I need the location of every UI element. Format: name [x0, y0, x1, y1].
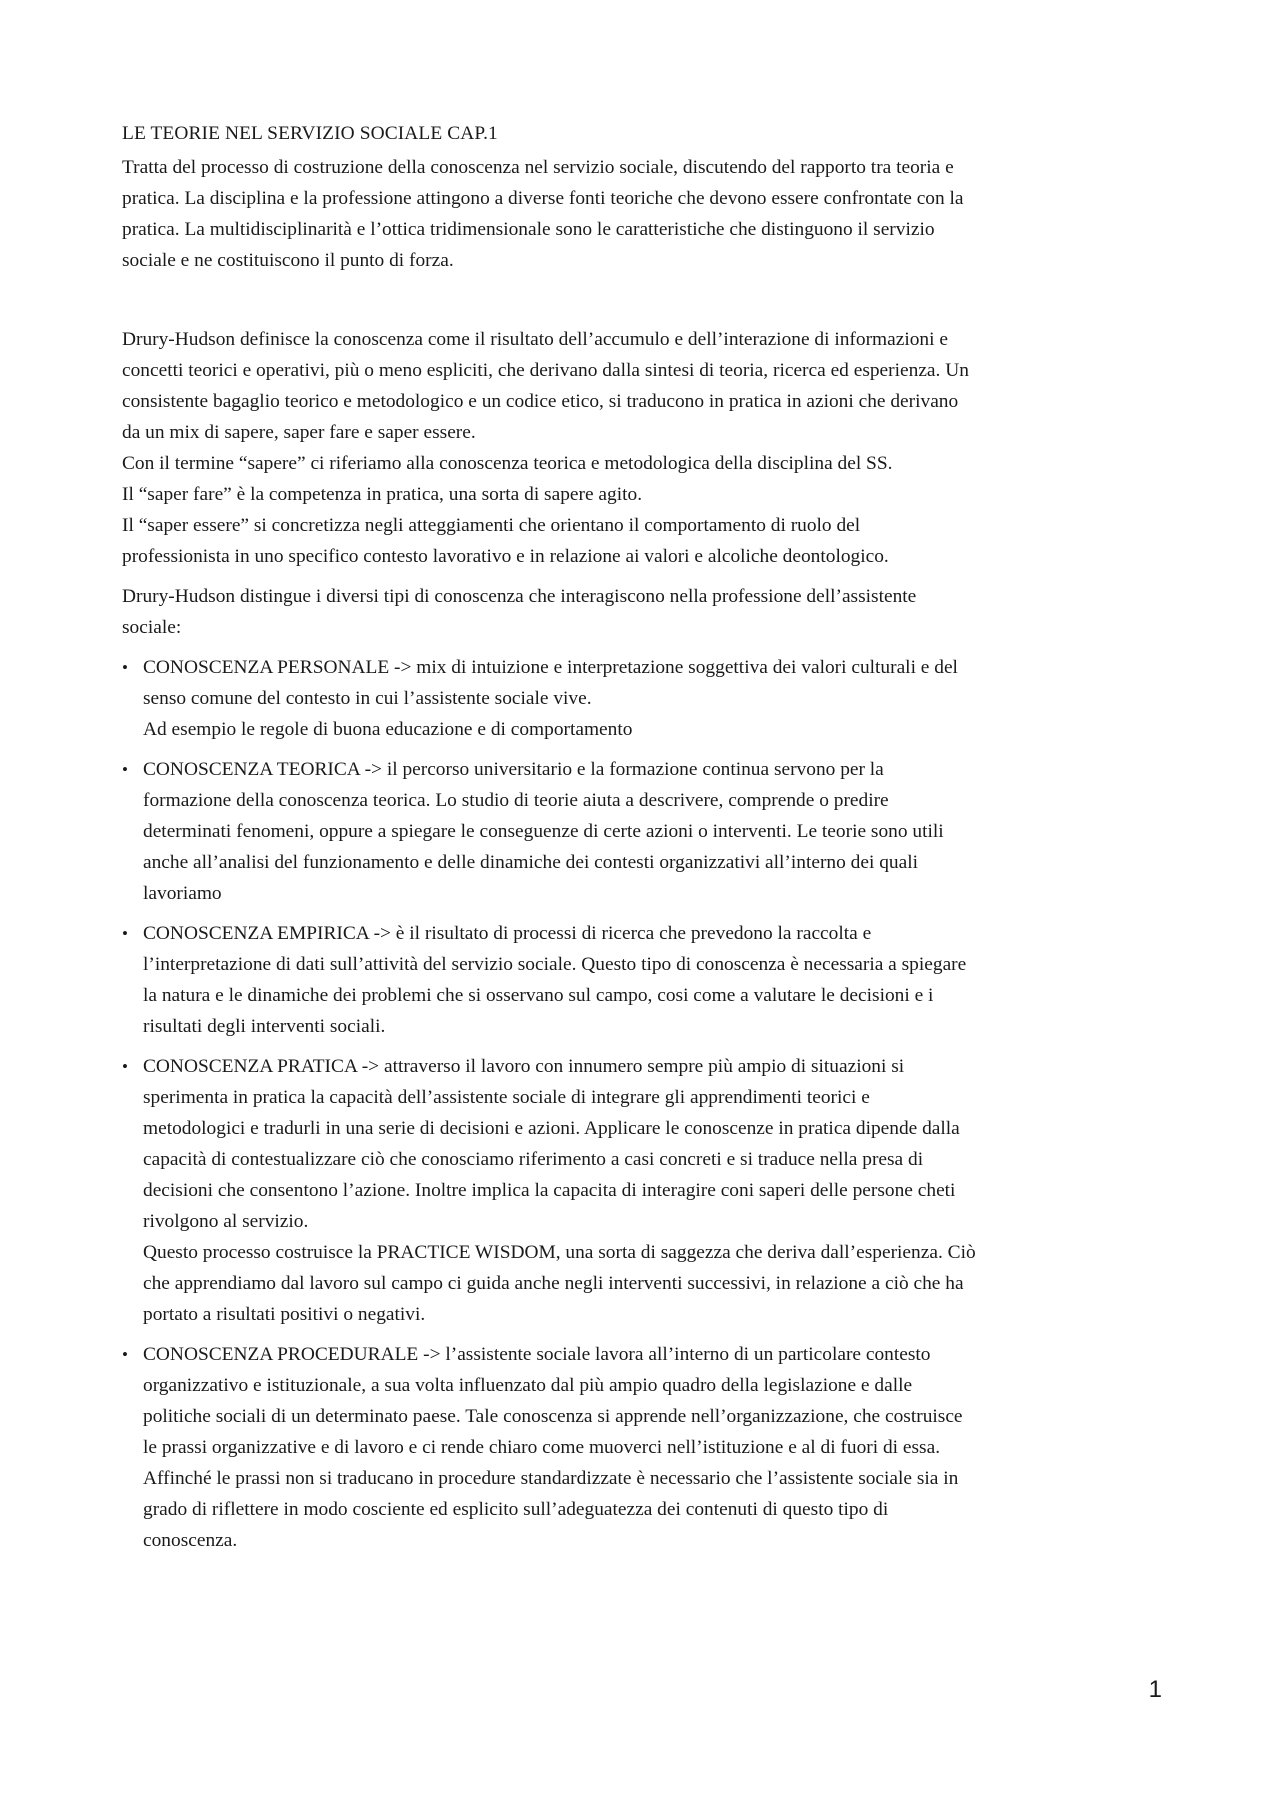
bullet-icon: •	[122, 1345, 128, 1364]
list-item-line: politiche sociali di un determinato paese. Tale conoscenza si apprende nell’organizzazione, che costruisce	[143, 1406, 963, 1427]
list-item-line: conoscenza.	[143, 1530, 238, 1551]
intro-line: pratica. La disciplina e la professione attingono a diverse fonti teoriche che devono essere confrontate con la	[122, 188, 964, 209]
list-item-line: l’interpretazione di dati sull’attività del servizio sociale. Questo tipo di conoscenza è necessaria a spiegare	[143, 954, 967, 975]
list-item-line: formazione della conoscenza teorica. Lo studio di teorie aiuta a descrivere, comprende o predire	[143, 790, 889, 811]
list-item-line: le prassi organizzative e di lavoro e ci rende chiaro come muoverci nell’istituzione e al di fuori di essa.	[143, 1437, 941, 1458]
list-item-line: senso comune del contesto in cui l’assistente sociale vive.	[143, 688, 592, 709]
list-item-body	[143, 754, 1172, 909]
definition-line: concetti teorici e operativi, più o meno espliciti, che derivano dalla sintesi di teoria, ricerca ed esperienza. Un	[122, 360, 969, 381]
bullet-icon: •	[122, 924, 128, 943]
list-item-line: la natura e le dinamiche dei problemi che si osservano sul campo, cosi come a valutare le decisioni e i	[143, 985, 934, 1006]
list-item-line: organizzativo e istituzionale, a sua volta influenzato dal più ampio quadro della legislazione e dalle	[143, 1375, 913, 1396]
list-item-line: CONOSCENZA PRATICA -> attraverso il lavoro con innumero sempre più ampio di situazioni si	[143, 1056, 905, 1077]
paragraph-gap	[122, 285, 1172, 324]
definition-line: professionista in uno specifico contesto lavorativo e in relazione ai valori e alcoliche deontologico.	[122, 546, 889, 567]
bullet-icon: •	[122, 760, 128, 779]
definition-line: Drury-Hudson definisce la conoscenza come il risultato dell’accumulo e dell’interazione di informazioni e	[122, 329, 948, 350]
intro-paragraph	[122, 152, 1172, 276]
list-item-line: Ad esempio le regole di buona educazione e di comportamento	[143, 719, 633, 740]
list-item-line: decisioni che consentono l’azione. Inoltre implica la capacita di interagire coni saperi delle persone cheti	[143, 1180, 956, 1201]
list-item-line: determinati fenomeni, oppure a spiegare le conseguenze di certe azioni o interventi. Le teorie sono utili	[143, 821, 944, 842]
knowledge-types-list	[122, 652, 1172, 1556]
list-item-line: lavoriamo	[143, 883, 222, 904]
list-item-line: Affinché le prassi non si traducano in procedure standardizzate è necessario che l’assistente sociale sia in	[143, 1468, 959, 1489]
definition-line: Con il termine “sapere” ci riferiamo alla conoscenza teorica e metodologica della disciplina del SS.	[122, 453, 893, 474]
list-item-procedural-knowledge	[122, 1339, 1172, 1556]
list-item-line: Questo processo costruisce la PRACTICE WISDOM, una sorta di saggezza che deriva dall’esperienza. Ciò	[143, 1242, 976, 1263]
list-item-line: CONOSCENZA PERSONALE -> mix di intuizione e interpretazione soggettiva dei valori culturali e del	[143, 657, 958, 678]
definition-line: Il “saper essere” si concretizza negli atteggiamenti che orientano il comportamento di ruolo del	[122, 515, 861, 536]
list-item-line: grado di riflettere in modo cosciente ed esplicito sull’adeguatezza dei contenuti di questo tipo di	[143, 1499, 889, 1520]
list-item-body	[143, 1339, 1172, 1556]
definition-line: consistente bagaglio teorico e metodologico e un codice etico, si traducono in pratica in azioni che derivano	[122, 391, 959, 412]
bullet-icon: •	[122, 658, 128, 677]
list-item-line: CONOSCENZA TEORICA -> il percorso universitario e la formazione continua servono per la	[143, 759, 884, 780]
list-item-body	[143, 918, 1172, 1042]
list-item-line: anche all’analisi del funzionamento e delle dinamiche dei contesti organizzativi all’interno dei quali	[143, 852, 918, 873]
list-item-line: CONOSCENZA PROCEDURALE -> l’assistente sociale lavora all’interno di un particolare contesto	[143, 1344, 931, 1365]
list-item-line: CONOSCENZA EMPIRICA -> è il risultato di processi di ricerca che prevedono la raccolta e	[143, 923, 872, 944]
list-item-practical-knowledge	[122, 1051, 1172, 1330]
intro-line: Tratta del processo di costruzione della conoscenza nel servizio sociale, discutendo del rapporto tra teoria e	[122, 157, 954, 178]
document-title: LE TEORIE NEL SERVIZIO SOCIALE CAP.1	[122, 123, 498, 144]
types-intro-line: Drury-Hudson distingue i diversi tipi di conoscenza che interagiscono nella professione dell’assistente	[122, 586, 917, 607]
types-intro-line: sociale:	[122, 617, 182, 638]
definition-line: Il “saper fare” è la competenza in pratica, una sorta di sapere agito.	[122, 484, 643, 505]
types-intro-paragraph	[122, 581, 1172, 643]
list-item-line: che apprendiamo dal lavoro sul campo ci guida anche negli interventi successivi, in relazione a ciò che ha	[143, 1273, 964, 1294]
list-item-empirical-knowledge	[122, 918, 1172, 1042]
list-item-theoretical-knowledge	[122, 754, 1172, 909]
list-item-personal-knowledge	[122, 652, 1172, 745]
document-page	[122, 118, 1172, 1565]
definition-line: da un mix di sapere, saper fare e saper essere.	[122, 422, 476, 443]
list-item-line: metodologici e tradurli in una serie di decisioni e azioni. Applicare le conoscenze in pratica dipende dalla	[143, 1118, 960, 1139]
list-item-line: rivolgono al servizio.	[143, 1211, 309, 1232]
page-number: 1	[1148, 1676, 1162, 1703]
bullet-icon: •	[122, 1057, 128, 1076]
list-item-line: capacità di contestualizzare ciò che conosciamo riferimento a casi concreti e si traduce nella presa di	[143, 1149, 924, 1170]
list-item-body	[143, 652, 1172, 745]
list-item-line: risultati degli interventi sociali.	[143, 1016, 386, 1037]
list-item-line: sperimenta in pratica la capacità dell’assistente sociale di integrare gli apprendimenti teorici e	[143, 1087, 870, 1108]
intro-line: sociale e ne costituiscono il punto di forza.	[122, 250, 454, 271]
definition-paragraph	[122, 324, 1172, 572]
list-item-body	[143, 1051, 1172, 1330]
intro-line: pratica. La multidisciplinarità e l’ottica tridimensionale sono le caratteristiche che distinguono il servizio	[122, 219, 935, 240]
list-item-line: portato a risultati positivi o negativi.	[143, 1304, 426, 1325]
